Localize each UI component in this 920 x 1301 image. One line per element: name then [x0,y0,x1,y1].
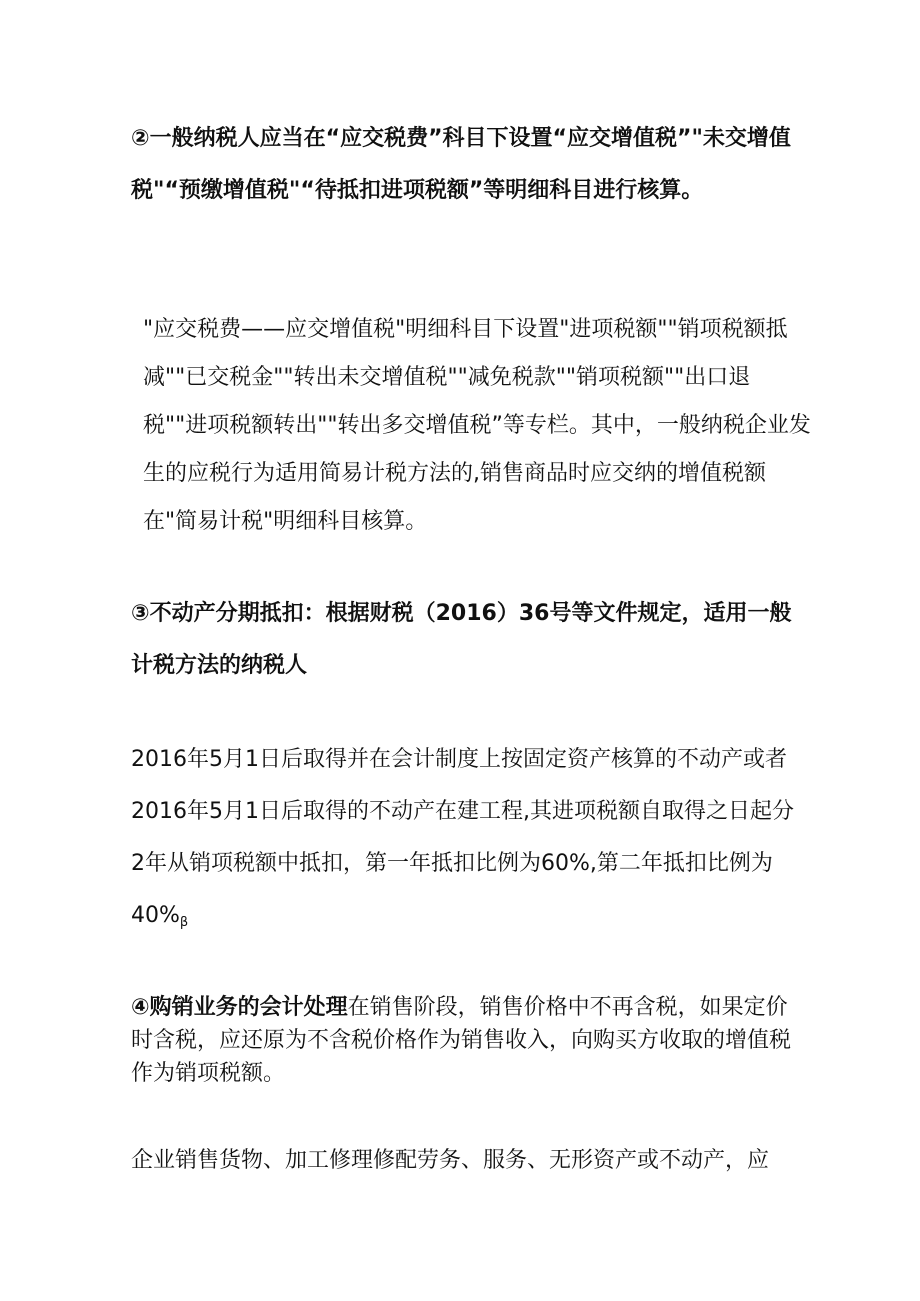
section-4-paragraph [131,991,801,1090]
sales-paragraph: 企业销售货物、加工修理修配劳务、服务、无形资产或不动产，应 [131,1148,770,1173]
section-3-heading: ③不动产分期抵扣：根据财税（2016）36号等文件规定，适用一般计税方法的纳税人 [131,601,792,678]
tax-subaccount-paragraph: "应交税费——应交增值税"明细科目下设置"进项税额""销项税额抵减""已交税金""转出未交增值税""减免税款""销项税额""出口退税""进项税额转出""转出多交增值税”等专栏。其中，一般纳税企业发生的应税行为适用简易计税方法的,销售商品时应交纳的增值税额在"简易计税"明细科目核算。 [143,317,811,534]
real-estate-deduction-paragraph [131,734,801,949]
deduction-trailing-mark: β [179,915,189,930]
section-4-heading: ④购销业务的会计处理 [131,995,348,1020]
section-2-heading: ②一般纳税人应当在“应交税费”科目下设置“应交增值税”"未交增值税"“预缴增值税"“待抵扣进项税额”等明细科目进行核算。 [131,126,791,203]
section-4-body: 在销售阶段，销售价格中不再含税，如果定价时含税，应还原为不含税价格作为销售收入，向购买方收取的增值税作为销项税额。 [131,995,792,1086]
deduction-text: 2016年5月1日后取得并在会计制度上按固定资产核算的不动产或者2016年5月1日后取得的不动产在建工程,其进项税额自取得之日起分2年从销项税额中抵扣，第一年抵扣比例为60%,第二年抵扣比例为40% [131,747,794,928]
